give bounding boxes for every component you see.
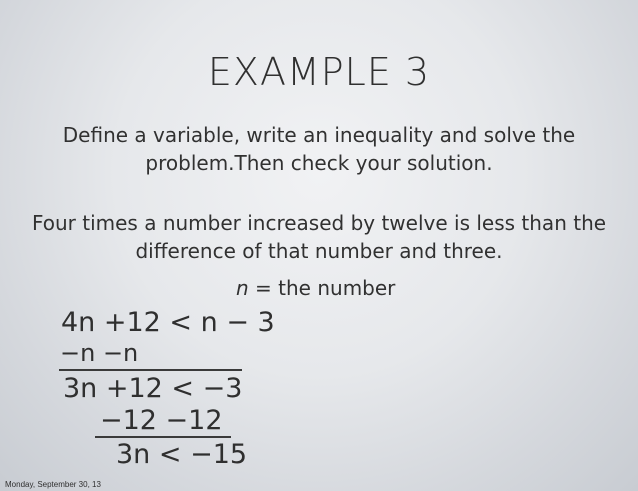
equation-step-2: −n −n bbox=[60, 339, 139, 367]
equation-step-3: 3n +12 < −3 bbox=[63, 373, 243, 404]
instruction-text: Define a variable, write an inequality and solve the problem.Then check your solution. bbox=[62, 123, 576, 175]
slide-title: EXAMPLE 3 bbox=[207, 50, 431, 94]
equation-step-5: 3n < −15 bbox=[116, 439, 248, 470]
equation-step-4: −12 −12 bbox=[100, 405, 223, 436]
equation-divider-1 bbox=[59, 369, 242, 371]
variable-symbol: n bbox=[236, 276, 249, 300]
variable-definition-text: = the number bbox=[248, 276, 396, 300]
variable-definition bbox=[236, 276, 395, 300]
footer-date: Monday, September 30, 13 bbox=[5, 480, 101, 489]
equation-divider-2 bbox=[95, 436, 231, 438]
problem-statement: Four times a number increased by twelve is less than the difference of that number and three. bbox=[31, 211, 607, 263]
equation-step-1: 4n +12 < n − 3 bbox=[61, 307, 275, 338]
